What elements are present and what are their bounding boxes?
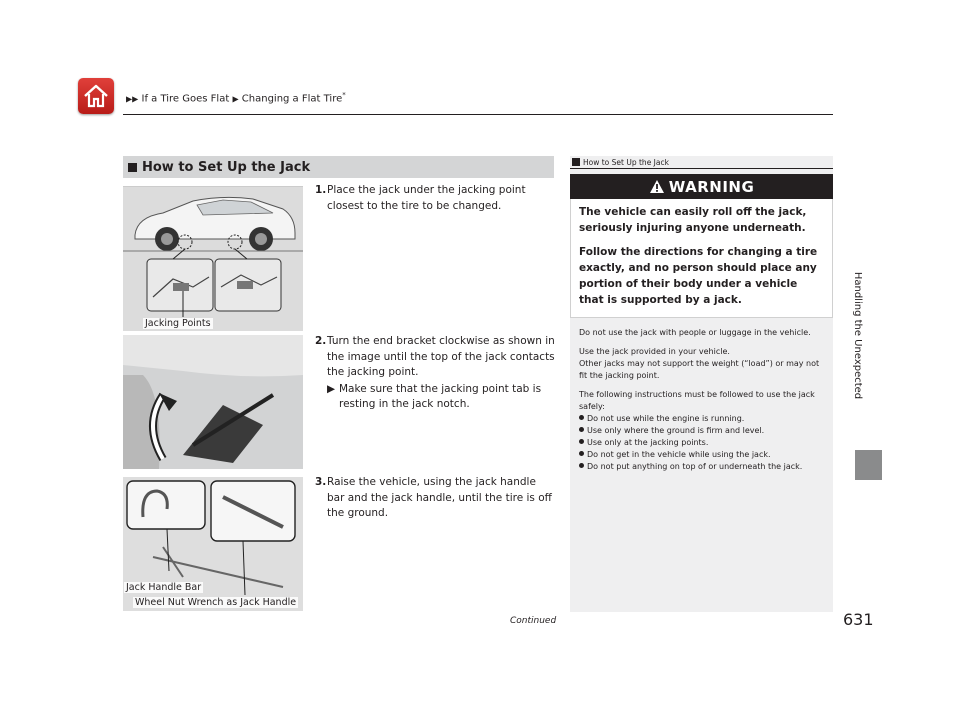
step-text: Turn the end bracket clockwise as shown in the image until the top of the jack contacts the jacking point. xyxy=(327,335,555,378)
step-note-text: Make sure that the jacking point tab is resting in the jack notch. xyxy=(339,382,542,410)
panel-divider xyxy=(570,168,833,169)
warning-icon xyxy=(649,179,665,194)
side-tab-label[interactable] xyxy=(848,210,868,460)
list-item xyxy=(579,449,825,461)
panel-line: Other jacks may not support the weight (“load”) or may not fit the jacking point. xyxy=(579,359,820,380)
side-tab-text: Handling the Unexpected xyxy=(852,271,864,399)
home-icon xyxy=(83,84,109,108)
list-item xyxy=(579,461,825,473)
step-number: 2. xyxy=(315,335,327,347)
home-button[interactable] xyxy=(78,78,114,114)
panel-paragraph: Do not use the jack with people or luggage in the vehicle. xyxy=(579,328,811,337)
breadcrumb-item[interactable]: Changing a Flat Tire xyxy=(241,93,343,105)
list-item xyxy=(579,425,825,437)
warning-text xyxy=(579,204,825,316)
list-item-text: Do not put anything on top of or underneath the jack. xyxy=(587,462,803,471)
list-item-text: Do not get in the vehicle while using the jack. xyxy=(587,450,771,459)
panel-body xyxy=(579,327,825,473)
arrow-icon: ▶ xyxy=(327,382,336,395)
bullet-icon xyxy=(579,415,584,420)
warning-paragraph: The vehicle can easily roll off the jack, seriously injuring anyone underneath. xyxy=(579,206,807,234)
section-title-text: How to Set Up the Jack xyxy=(142,159,311,175)
jacking-points-figure xyxy=(123,186,303,331)
panel-line: Use the jack provided in your vehicle. xyxy=(579,347,730,356)
step-text: Place the jack under the jacking point closest to the tire to be changed. xyxy=(327,184,526,212)
bullet-list xyxy=(579,413,825,473)
list-item-text: Use only where the ground is firm and level. xyxy=(587,426,765,435)
list-item-text: Use only at the jacking points. xyxy=(587,438,709,447)
jack-handle-figure xyxy=(123,477,303,611)
step-2 xyxy=(315,334,555,413)
note-marker-icon xyxy=(572,158,580,166)
bullet-icon xyxy=(579,427,584,432)
panel-title xyxy=(570,156,833,168)
list-item xyxy=(579,413,825,425)
page-number: 631 xyxy=(843,610,874,629)
step-1 xyxy=(315,183,555,214)
step-number: 1. xyxy=(315,184,327,196)
list-item xyxy=(579,437,825,449)
step-text: Raise the vehicle, using the jack handle bar and the jack handle, until the tire is off the ground. xyxy=(327,476,552,519)
footnote-marker: * xyxy=(342,91,346,99)
section-title xyxy=(123,156,554,178)
warning-label: WARNING xyxy=(668,177,755,196)
panel-title-text: How to Set Up the Jack xyxy=(583,157,669,167)
header-divider xyxy=(123,114,833,115)
panel-paragraph xyxy=(579,346,825,382)
jacking-points-caption: Jacking Points xyxy=(145,318,211,329)
bullet-icon xyxy=(579,439,584,444)
breadcrumb-item[interactable]: If a Tire Goes Flat xyxy=(141,93,230,105)
warning-header xyxy=(570,174,833,199)
bullet-icon xyxy=(579,463,584,468)
step-3 xyxy=(315,475,555,522)
panel-paragraph: The following instructions must be followed to use the jack safely: xyxy=(579,390,815,411)
wheel-nut-wrench-caption: Wheel Nut Wrench as Jack Handle xyxy=(135,597,297,608)
jack-bracket-figure xyxy=(123,335,303,469)
side-tab-marker xyxy=(855,450,882,480)
step-note xyxy=(315,382,555,413)
jack-handle-bar-caption: Jack Handle Bar xyxy=(126,582,202,593)
bullet-icon xyxy=(579,451,584,456)
step-number: 3. xyxy=(315,476,327,488)
section-bullet-icon xyxy=(128,163,137,172)
warning-paragraph: Follow the directions for changing a tire exactly, and no person should place any portion of their body under a vehicle that is supported by a jack. xyxy=(579,246,818,306)
breadcrumb: ▶▶ If a Tire Goes Flat ▶ Changing a Flat Tire* xyxy=(126,91,346,105)
list-item-text: Do not use while the engine is running. xyxy=(587,414,745,423)
continued-label: Continued xyxy=(510,616,557,626)
